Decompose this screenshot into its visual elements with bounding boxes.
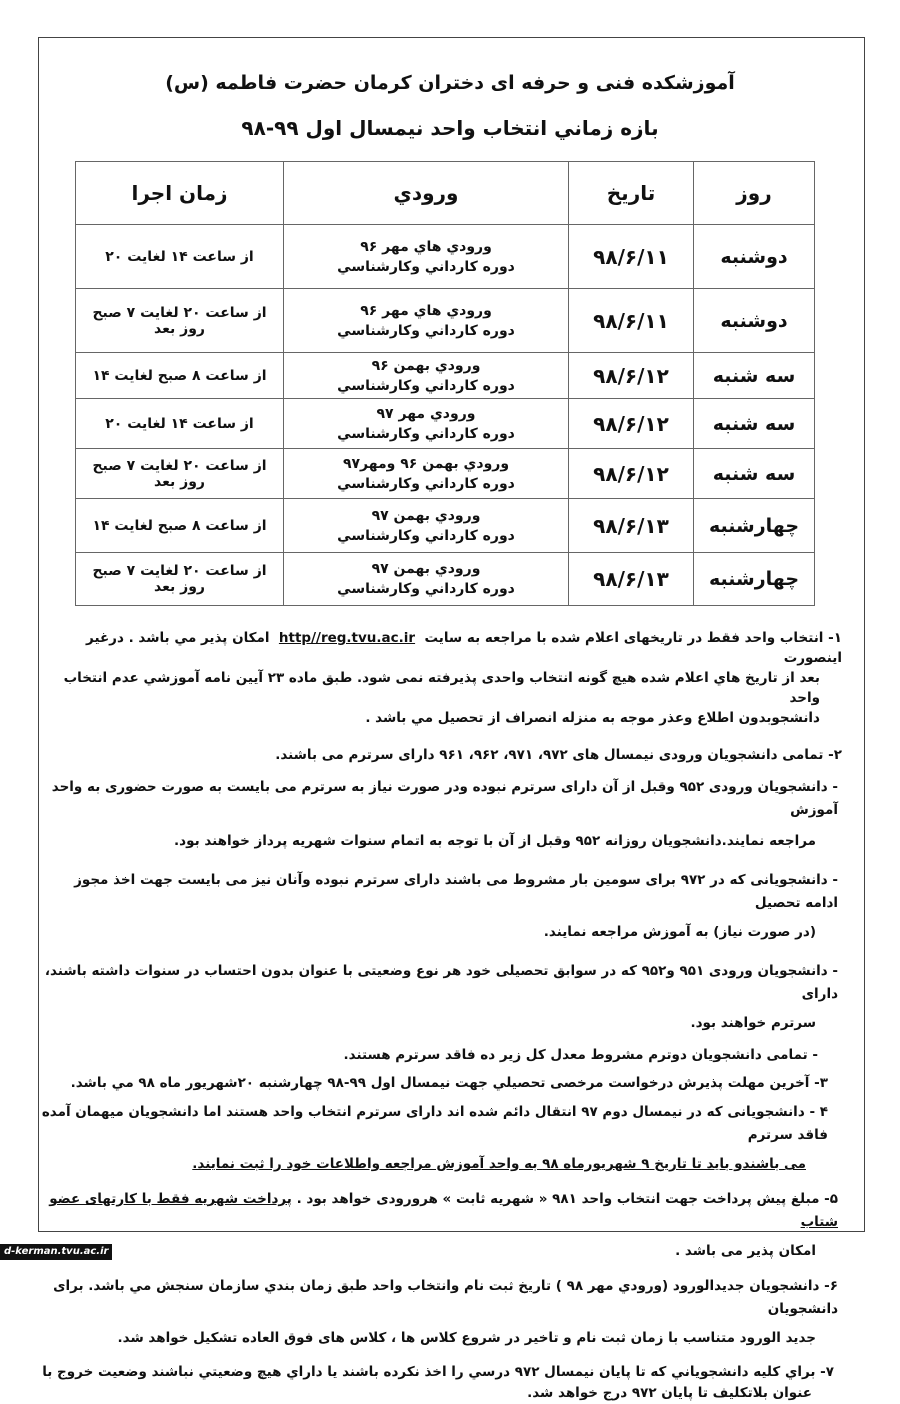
note-7-line1: ۷- براي كليه دانشجوياني كه تا پايان نيمسال ۹۷۲ درسي را اخذ نكرده باشند يا داراي هيچ وضعيتي نباشند وضعيت خروج با: [42, 1364, 834, 1380]
note-4: [40, 1101, 848, 1176]
entry-line1: ورودي بهمن ۹۶ ومهر۹۷: [342, 455, 510, 472]
cell-day: دوشنبه: [694, 289, 815, 353]
table-row: [76, 353, 815, 399]
institution-title: آموزشکده فنی و حرفه ای دختران کرمان حضرت فاطمه (س): [165, 72, 735, 94]
note-2-item-a-line1: - دانشجویان ورودی ۹۵۲ وقبل از آن دارای سرترم نبوده ودر صورت نیاز به سرترم می بایست به صورت حضوری به واحد آموزش: [51, 779, 838, 818]
note-1-text-c: بعد از تاريخ هاي اعلام شده هیچ گونه انتخاب واحدی پذیرفته نمی شود. طبق ماده ۲۳ آيين نامه آموزشي عدم انتخاب واحد: [63, 670, 820, 706]
cell-date: ۹۸/۶/۱۱: [569, 225, 694, 289]
note-2-item-a: [40, 776, 848, 853]
cell-date: ۹۸/۶/۱۳: [569, 499, 694, 553]
header-date: تاريخ: [569, 162, 694, 225]
cell-day: سه شنبه: [694, 353, 815, 399]
note-5-text-b: امکان پذیر می باشد .: [675, 1243, 816, 1259]
cell-date: ۹۸/۶/۱۲: [569, 399, 694, 449]
note-5-underlined: پرداخت شهریه فقط با کارتهای عضو شتاب: [49, 1191, 838, 1230]
cell-date: ۹۸/۶/۱۲: [569, 449, 694, 499]
header-day: روز: [694, 162, 815, 225]
note-4-line2: می باشندو باید تا تاریخ ۹ شهریورماه ۹۸ به واحد آموزش مراجعه واطلاعات خود را ثبت نمايند.: [192, 1156, 806, 1172]
schedule-title: بازه زماني انتخاب واحد نیمسال اول ۹۹-۹۸: [241, 116, 659, 140]
cell-date: ۹۸/۶/۱۱: [569, 289, 694, 353]
note-7: [40, 1362, 848, 1404]
note-1: [40, 628, 848, 728]
cell-day: دوشنبه: [694, 225, 815, 289]
note-2-item-a-line2: مراجعه نمایند.دانشجویان روزانه ۹۵۲ وقبل از آن با توجه به اتمام سنوات شهریه پرداز خواهند بود.: [174, 833, 816, 849]
entry-line1: ورودي بهمن ۹۶: [371, 357, 481, 374]
note-2-item-b: [40, 869, 848, 944]
note-2-item-b-line1: - دانشجویانی که در ۹۷۲ برای سومین بار مشروط می باشند دارای سرترم نبوده وآنان نیز می بایست جهت اخذ مجوز ادامه تحصیل: [74, 872, 838, 911]
notes-section: [40, 628, 848, 1404]
note-6-line1: ۶- دانشجویان جدیدالورود (ورودي مهر ۹۸ ) تاریخ ثبت نام وانتخاب واحد طبق زمان بندي سازمان سنجش مي باشد. براى دانشجويان: [53, 1278, 838, 1317]
note-2-item-d: - تمامی دانشجویان دوترم مشروط معدل کل زیر ده فاقد سرترم هستند.: [343, 1047, 818, 1063]
cell-entry: [284, 225, 569, 289]
note-1-text-d: دانشجوبدون اطلاع وعذر موجه به منزله انصراف از تحصیل مي باشد .: [365, 710, 820, 726]
note-2-item-c-line1: - دانشجویان ورودی ۹۵۱ و۹۵۲ که در سوابق تحصیلی خود هر نوع وضعیتی با عنوان بدون احتساب در سنوات داشته باشند، دارای: [44, 963, 838, 1002]
cell-time: از ساعت ۸ صبح لغایت ۱۴: [76, 499, 284, 553]
cell-time: از ساعت ۸ صبح لغایت ۱۴: [76, 353, 284, 399]
cell-entry: [284, 289, 569, 353]
cell-date: ۹۸/۶/۱۲: [569, 353, 694, 399]
note-4-line1: ۴ - دانشجویانی که در نیمسال دوم ۹۷ انتقال دائم شده اند دارای سرترم انتخاب واحد هستند اما دانشجویان میهمان آمده فاقد سرترم: [41, 1104, 828, 1143]
note-2-item-c: [40, 960, 848, 1035]
schedule-table: [75, 161, 815, 606]
cell-entry: [284, 353, 569, 399]
entry-line1: ورودي بهمن ۹۷: [371, 561, 481, 577]
header-time: زمان اجرا: [76, 162, 284, 225]
cell-entry: [284, 553, 569, 606]
registration-site-link[interactable]: http//reg.tvu.ac.ir: [278, 630, 416, 646]
note-3: ۳- آخرین مهلت پذیرش درخواست مرخصی تحصيلي جهت نیمسال اول ۹۹-۹۸ چهارشنبه ۲۰شهریور ماه ۹۸ مي باشد.: [70, 1075, 828, 1091]
table-row: [76, 399, 815, 449]
table-row: [76, 499, 815, 553]
cell-day: چهارشنبه: [694, 499, 815, 553]
cell-time: از ساعت ۲۰ لغایت ۷ صبح روز بعد: [76, 289, 284, 353]
note-7-line2: عنوان بلاتكليف تا پايان ۹۷۲ درج خواهد شد.: [527, 1385, 812, 1401]
table-row: [76, 553, 815, 606]
cell-day: چهارشنبه: [694, 553, 815, 606]
cell-entry: [284, 399, 569, 449]
table-row: [76, 225, 815, 289]
table-row: [76, 289, 815, 353]
entry-line2: دوره كارداني وكارشناسي: [337, 425, 515, 442]
entry-line1: ورودي مهر ۹۷: [376, 405, 476, 422]
cell-time: از ساعت ۱۴ لغایت ۲۰: [76, 399, 284, 449]
header-entry: ورودي: [284, 162, 569, 225]
note-2-item-c-line2: سرترم خواهند بود.: [690, 1015, 816, 1031]
site-watermark: d-kerman.tvu.ac.ir: [0, 1244, 112, 1260]
cell-date: ۹۸/۶/۱۳: [569, 553, 694, 606]
note-6-line2: جديد الورود متناسب با زمان ثبت نام و تاخیر در شروع كلاس ها ، كلاس هاى فوق العاده تشكيل خواهد شد.: [117, 1330, 816, 1346]
entry-line2: دوره كارداني وكارشناسي: [337, 527, 515, 544]
cell-time: از ساعت ۲۰ لغایت ۷ صبح روز بعد: [76, 449, 284, 499]
entry-line1: ورودي بهمن ۹۷: [371, 507, 481, 524]
note-6: [40, 1275, 848, 1350]
note-1-text-b: امکان پذير مي باشد . درغير اينصورت: [86, 630, 842, 666]
entry-line2: دوره كارداني وكارشناسي: [337, 258, 515, 275]
note-2: ۲- تمامی دانشجویان ورودی نیمسال های ۹۷۲، ۹۷۱، ۹۶۲، ۹۶۱ دارای سرترم می باشند.: [275, 747, 842, 763]
table-header-row: [76, 162, 815, 225]
entry-line2: دوره كارداني وكارشناسي: [337, 377, 515, 394]
cell-day: سه شنبه: [694, 449, 815, 499]
cell-entry: [284, 499, 569, 553]
cell-entry: [284, 449, 569, 499]
entry-line2: دوره كارداني وكارشناسي: [337, 581, 515, 597]
cell-time: از ساعت ۲۰ لغایت ۷ صبح روز بعد: [76, 553, 284, 606]
note-1-text-a: ۱- انتخاب واحد فقط در تاریخهای اعلام شده با مراجعه به سایت: [424, 630, 842, 646]
cell-day: سه شنبه: [694, 399, 815, 449]
note-2-item-b-line2: (در صورت نیاز) به آموزش مراجعه نمایند.: [543, 924, 816, 940]
entry-line1: ورودي هاي مهر ۹۶: [360, 238, 492, 255]
entry-line1: ورودي هاي مهر ۹۶: [360, 302, 492, 319]
entry-line2: دوره كارداني وكارشناسي: [337, 475, 515, 492]
table-row: [76, 449, 815, 499]
cell-time: از ساعت ۱۴ لغایت ۲۰: [76, 225, 284, 289]
entry-line2: دوره كارداني وكارشناسي: [337, 322, 515, 339]
note-5-text-a: ۵- مبلغ پیش پرداخت جهت انتخاب واحد ۹۸۱ « شهریه ثابت » هرورودی خواهد بود .: [296, 1191, 838, 1207]
note-5: [40, 1188, 848, 1263]
